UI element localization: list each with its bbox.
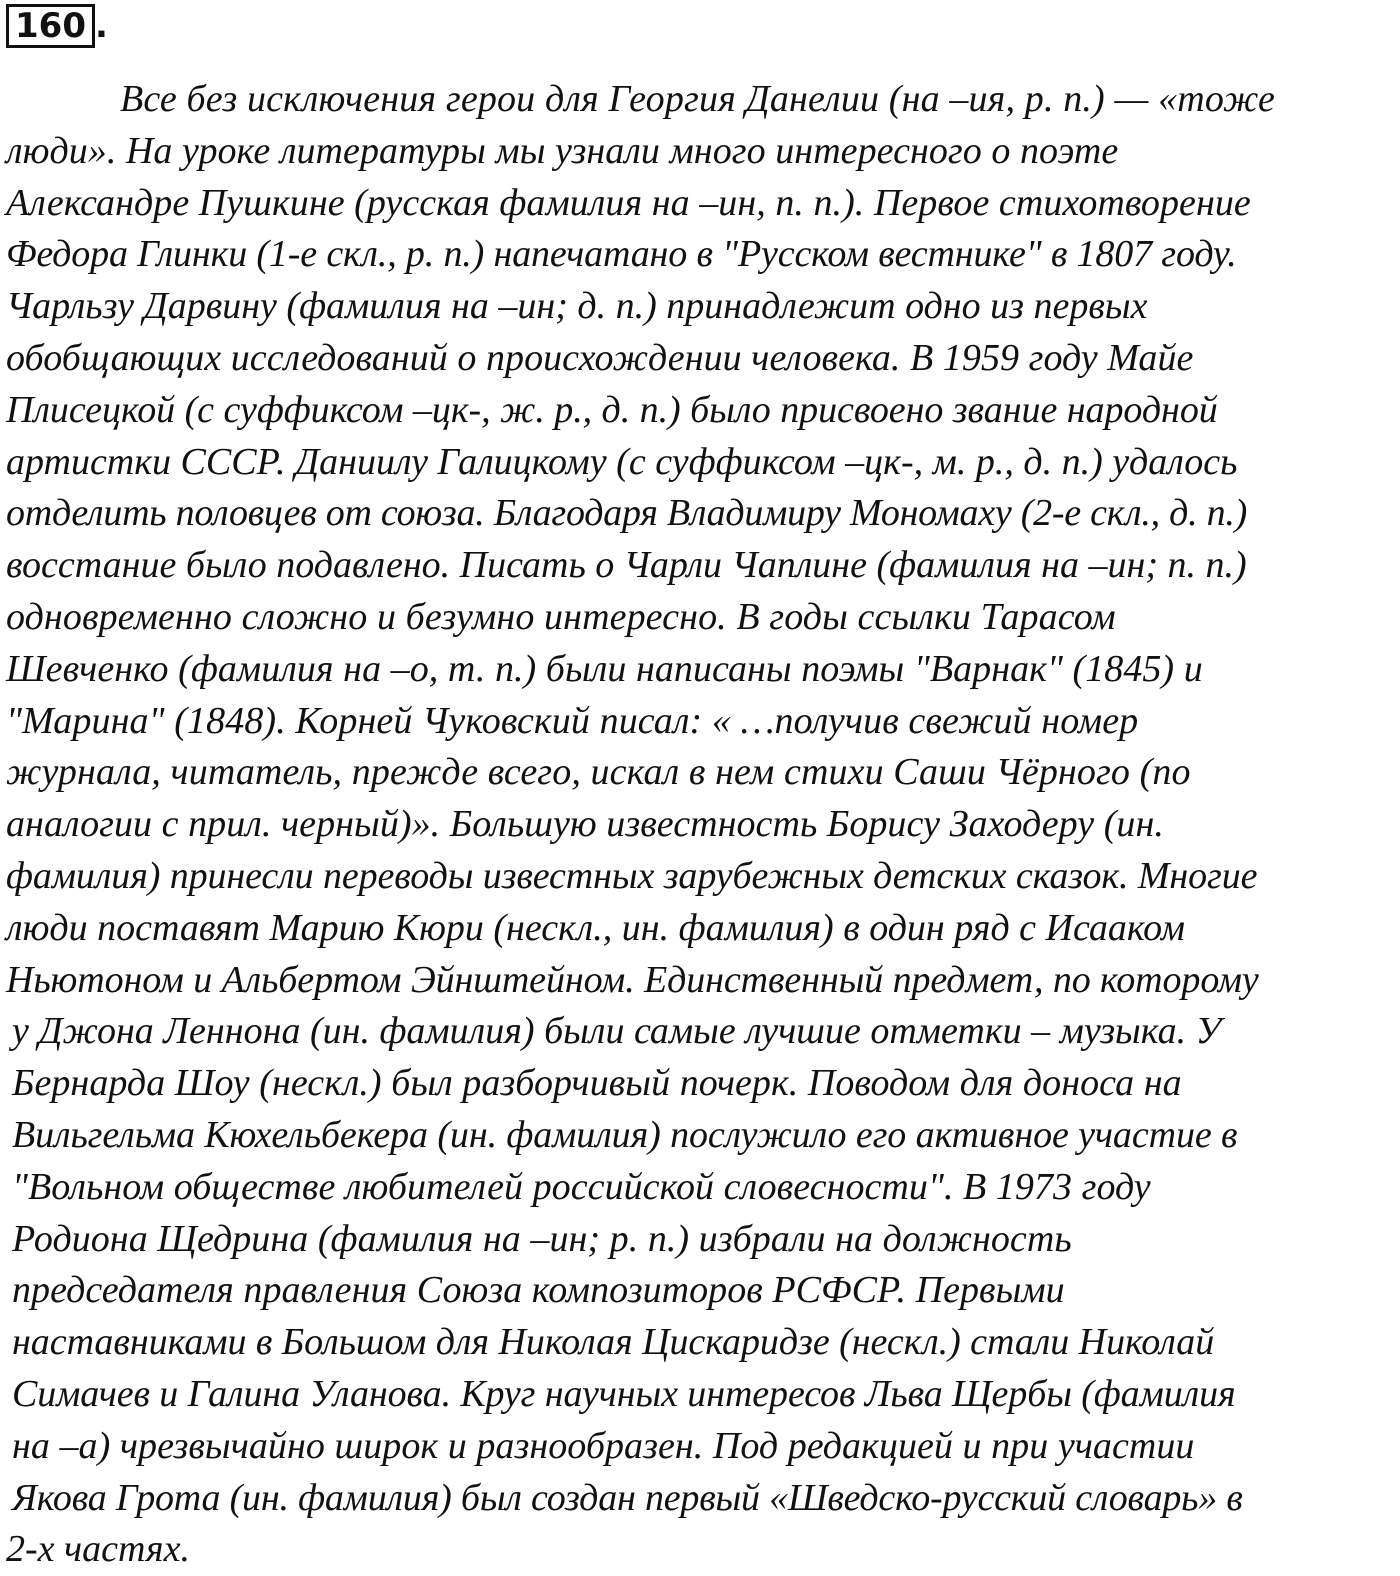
text-line: обобщающих исследований о происхождении человека. В 1959 году Майе xyxy=(6,336,1194,379)
text-line: аналогии с прил. черный)». Большую известность Борису Заходеру (ин. xyxy=(6,803,1164,846)
text-line: Ньютоном и Альбертом Эйнштейном. Единственный предмет, по которому xyxy=(6,958,1259,1001)
text-line: журнала, читатель, прежде всего, искал в нем стихи Саши Чёрного (по xyxy=(6,751,1191,794)
text-line: Симачев и Галина Уланова. Круг научных интересов Льва Щербы (фамилия xyxy=(12,1372,1236,1415)
text-line: 2-х частях. xyxy=(6,1528,190,1571)
text-line: у Джона Леннона (ин. фамилия) были самые лучшие отметки – музыка. У xyxy=(12,1010,1222,1053)
text-line: на –а) чрезвычайно широк и разнообразен. Под редакцией и при участии xyxy=(12,1424,1195,1467)
text-line: Родиона Щедрина (фамилия на –ин; р. п.) избрали на должность xyxy=(12,1217,1072,1260)
exercise-text xyxy=(0,74,1400,1576)
text-line: восстание было подавлено. Писать о Чарли Чаплине (фамилия на –ин; п. п.) xyxy=(6,544,1247,587)
text-line: "Марина" (1848). Корней Чуковский писал: « …получив свежий номер xyxy=(6,699,1139,742)
text-line: Якова Грота (ин. фамилия) был создан первый «Шведско-русский словарь» в xyxy=(12,1476,1243,1519)
text-line: "Вольном обществе любителей российской словесности". В 1973 году xyxy=(12,1165,1151,1208)
text-line: Федора Глинки (1-е скл., р. п.) напечатано в "Русском вестнике" в 1807 году. xyxy=(6,233,1237,276)
text-line: фамилия) принесли переводы известных зарубежных детских сказок. Многие xyxy=(6,854,1258,897)
text-line: люди». На уроке литературы мы узнали много интересного о поэте xyxy=(6,129,1119,172)
text-line: люди поставят Марию Кюри (нескл., ин. фамилия) в один ряд с Исааком xyxy=(6,906,1185,949)
text-line: одновременно сложно и безумно интересно. В годы ссылки Тарасом xyxy=(6,595,1116,638)
text-line: Александре Пушкине (русская фамилия на –ин, п. п.). Первое стихотворение xyxy=(6,181,1251,224)
text-line: наставниками в Большом для Николая Цискаридзе (нескл.) стали Николай xyxy=(12,1321,1215,1364)
text-line: Плисецкой (с суффиксом –цк-, ж. р., д. п.) было присвоено звание народной xyxy=(6,388,1218,431)
text-line: председателя правления Союза композиторов РСФСР. Первыми xyxy=(12,1269,1065,1312)
exercise-number-box: 160 xyxy=(6,4,95,48)
exercise-number xyxy=(6,4,108,48)
text-line: Чарльзу Дарвину (фамилия на –ин; д. п.) принадлежит одно из первых xyxy=(6,285,1148,328)
text-line: Все без исключения герои для Георгия Данелии (на –ия, р. п.) — «тоже xyxy=(120,78,1276,120)
text-line: Шевченко (фамилия на –о, т. п.) были написаны поэмы "Варнак" (1845) и xyxy=(6,647,1203,690)
text-line: отделить половцев от союза. Благодаря Владимиру Мономаху (2-е скл., д. п.) xyxy=(6,492,1247,535)
text-line: Вильгельма Кюхельбекера (ин. фамилия) послужило его активное участие в xyxy=(12,1113,1238,1156)
text-line: Бернарда Шоу (нескл.) был разборчивый почерк. Поводом для доноса на xyxy=(12,1062,1182,1105)
exercise-number-suffix: . xyxy=(94,6,108,46)
text-line: артистки СССР. Даниилу Галицкому (с суффиксом –цк-, м. р., д. п.) удалось xyxy=(6,440,1238,483)
